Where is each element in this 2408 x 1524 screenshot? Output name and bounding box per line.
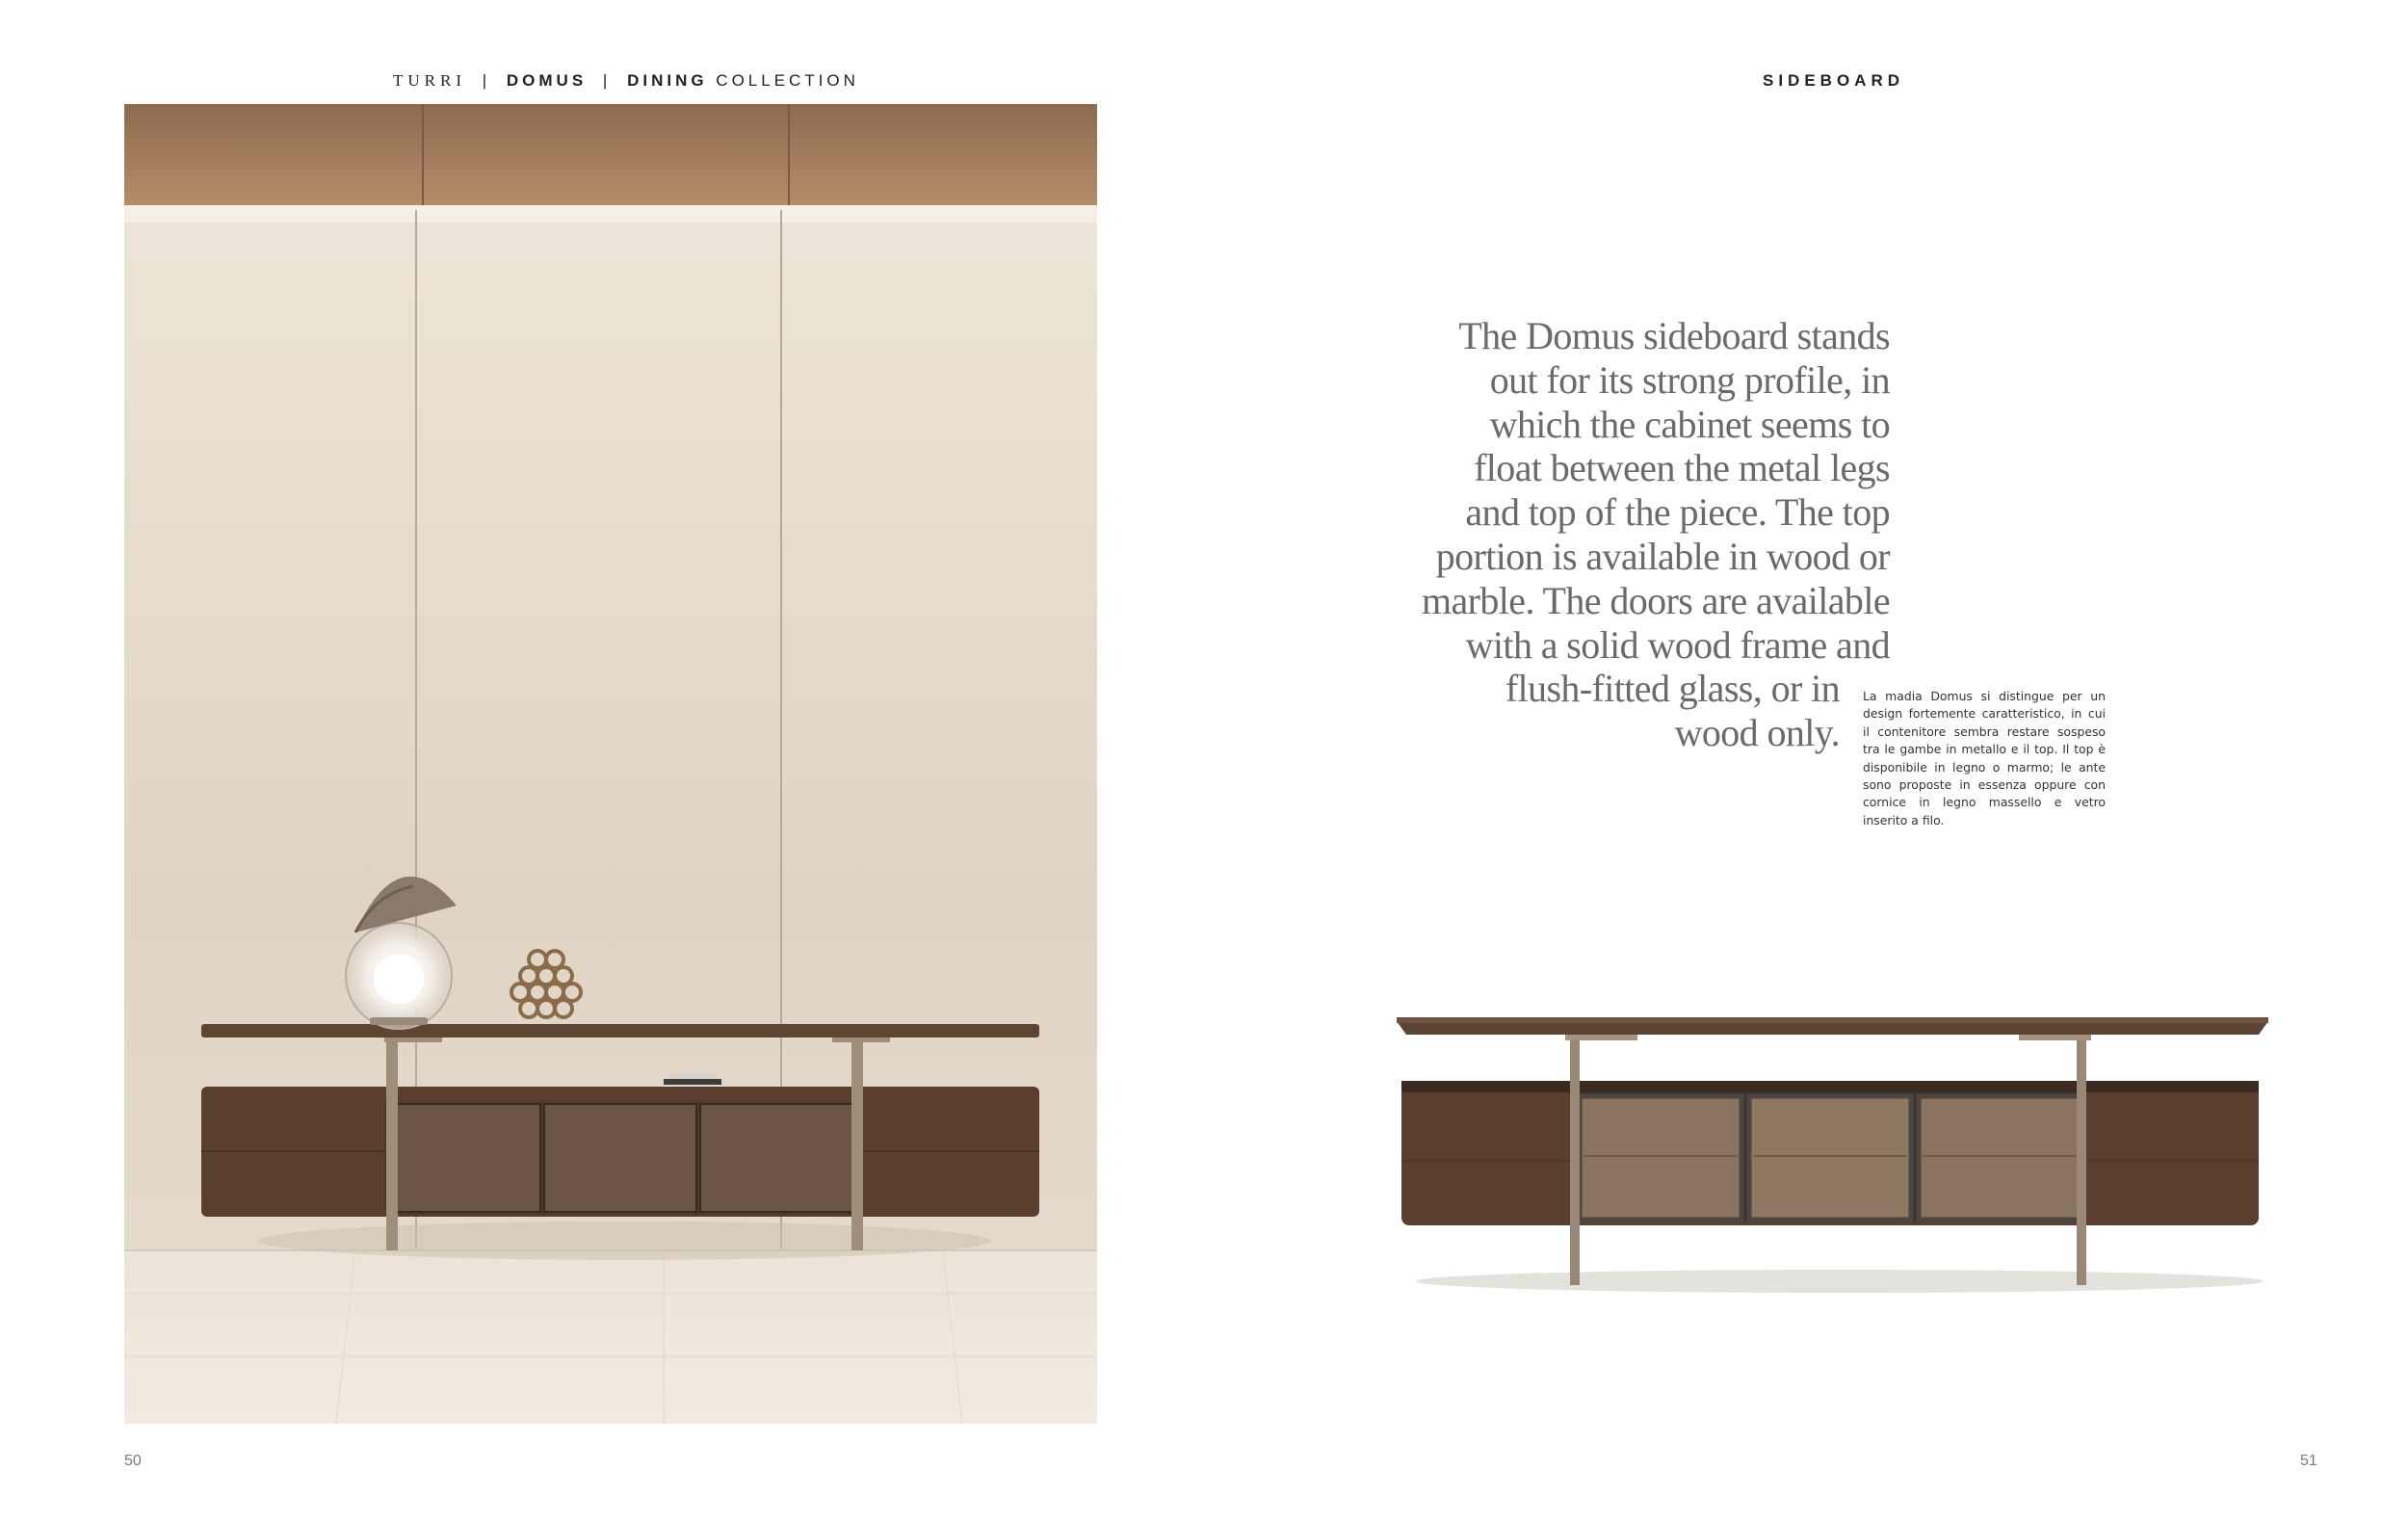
headline-line: flush-fitted glass, or in: [1505, 667, 1840, 711]
page-number-left: 50: [124, 1453, 142, 1469]
sideboard-product-image: [1387, 992, 2273, 1310]
page-number-right: 51: [2300, 1453, 2317, 1469]
separator: |: [602, 71, 612, 90]
headline-line: wood only.: [1674, 711, 1840, 755]
italian-caption: La madia Domus si distingue per un design fortemente caratteristico, in cui il contenitore sembra restare sospeso tra le gambe in metallo e il top. Il top è disponibile in legno o marmo; le ante sono proposte in essenza oppure con cornice in legno massello e vetro inserito a filo.: [1863, 689, 2106, 828]
product-name: DOMUS: [506, 71, 588, 90]
brand-name: TURRI: [393, 71, 466, 90]
headline-line: with a solid wood frame and: [1465, 622, 1890, 667]
headline: [1397, 314, 1890, 755]
running-head-right: SIDEBOARD: [1763, 71, 1905, 90]
headline-line: which the cabinet seems to: [1489, 402, 1890, 446]
headline-line: float between the metal legs: [1474, 446, 1890, 490]
headline-line: out for its strong profile, in: [1489, 357, 1890, 402]
headline-line: portion is available in wood or: [1435, 534, 1890, 578]
collection-name-rest: COLLECTION: [716, 71, 859, 90]
headline-line: The Domus sideboard stands: [1458, 314, 1890, 357]
running-head-left: [393, 71, 859, 91]
separator: |: [482, 71, 491, 90]
headline-line: and top of the piece. The top: [1465, 490, 1890, 535]
interior-photo: [124, 104, 1097, 1424]
collection-name-bold: DINING: [627, 71, 708, 90]
headline-line: marble. The doors are available: [1422, 578, 1890, 622]
